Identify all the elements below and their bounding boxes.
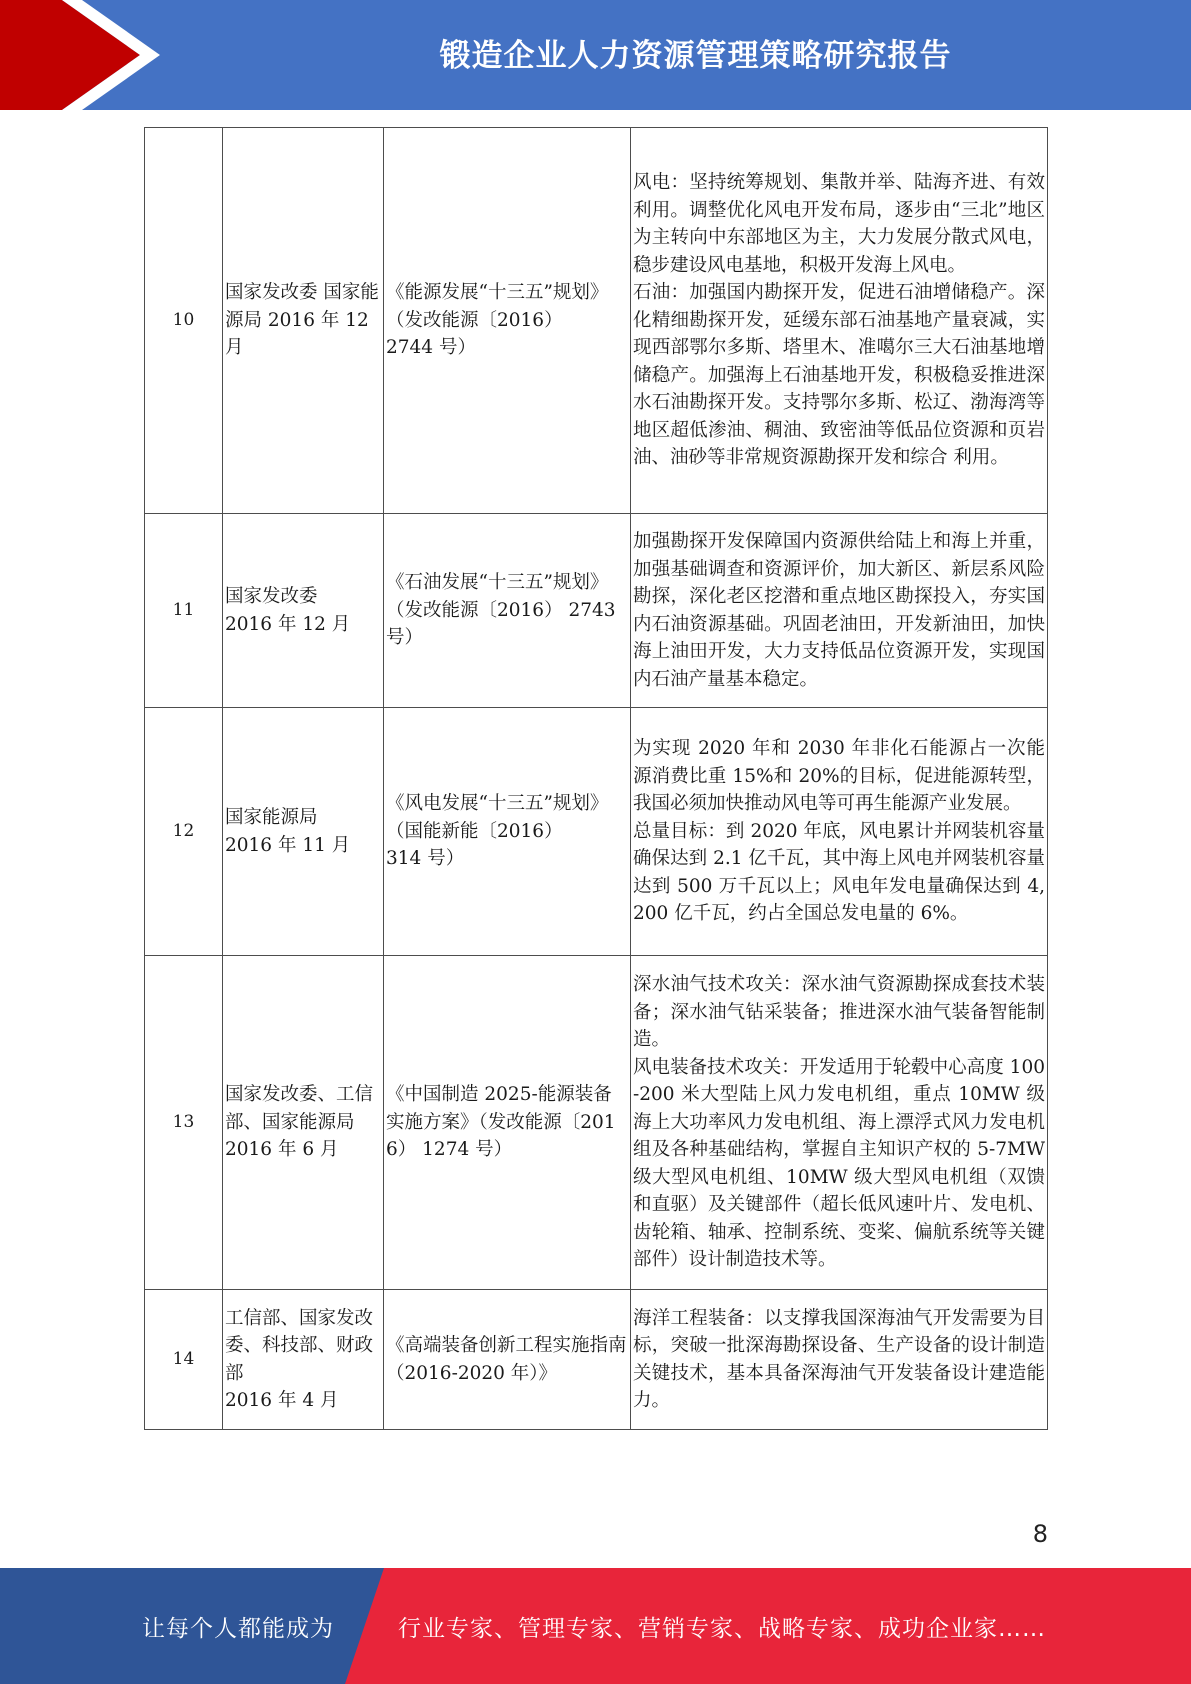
page-number: 8	[1032, 1520, 1048, 1548]
row-number: 14	[145, 1290, 223, 1430]
table-row	[145, 956, 1048, 1290]
footer-slogan-right: 行业专家、管理专家、营销专家、战略专家、成功企业家……	[398, 1616, 1046, 1642]
document-line: 314 号）	[386, 848, 465, 870]
content-paragraph: 为实现 2020 年和 2030 年非化石能源占一次能源消费比重 15%和 20%的目标，促进能源转型，我国必须加快推动风电等可再生能源产业发展。	[633, 738, 1045, 815]
content-paragraph: 风电装备技术攻关：开发适用于轮毂中心高度 100-200 米大型陆上风力发电机组，重点 10MW 级海上大功率风力发电机组、海上漂浮式风力发电机组及各种基础结构，掌握自主知识产权的 5-7MW 级大型风电机组、10MW 级大型风电机组（双馈和直驱）及关键部件（超长低风速叶片、发电机、齿轮箱、轴承、控制系统、变桨、偏航系统等关键部件）设计制造技术等。	[633, 1056, 1045, 1271]
content-paragraph: 风电：坚持统筹规划、集散并举、陆海齐进、有效利用。调整优化风电开发布局，逐步由“三北”地区为主转向中东部地区为主，大力发展分散式风电，稳步建设风电基地，积极开发海上风电。	[633, 172, 1045, 276]
issuer-line: 国家发改委、工信部、国家能源局	[225, 1084, 374, 1133]
document-line: 《风电发展“十三五”规划》（国能新能〔2016）	[386, 793, 609, 842]
issuer-line: 2016 年 6 月	[225, 1139, 339, 1161]
content-cell	[631, 956, 1048, 1290]
document-line: 《能源发展“十三五”规划》（发改能源〔2016）	[386, 282, 609, 331]
issuer-line: 2016 年 4 月	[225, 1390, 339, 1411]
row-number: 11	[145, 514, 223, 708]
document-cell	[384, 514, 631, 708]
issuer-cell	[223, 708, 384, 956]
table-row	[145, 1290, 1048, 1430]
content-paragraph: 深水油气技术攻关：深水油气资源勘探成套技术装备；深水油气钻采装备；推进深水油气装备智能制造。	[633, 974, 1045, 1051]
document-line: 《石油发展“十三五”规划》（发改能源〔2016） 2743 号）	[386, 572, 616, 649]
content-cell	[631, 1290, 1048, 1430]
document-line: 《高端装备创新工程实施指南（2016-2020 年）》	[386, 1335, 627, 1384]
issuer-cell	[223, 956, 384, 1290]
page-footer	[0, 1568, 1191, 1684]
content-cell	[631, 128, 1048, 514]
table-row	[145, 128, 1048, 514]
footer-slogan-left: 让每个人都能成为	[142, 1616, 334, 1642]
table-row	[145, 514, 1048, 708]
content-paragraph: 石油：加强国内勘探开发，促进石油增储稳产。深化精细勘探开发，延缓东部石油基地产量衰减，实现西部鄂尔多斯、塔里木、准噶尔三大石油基地增储稳产。加强海上石油基地开发，积极稳妥推进深水石油勘探开发。支持鄂尔多斯、松辽、渤海湾等地区超低渗油、稠油、致密油等低品位资源和页岩油、油砂等非常规资源勘探开发和综合 利用。	[633, 282, 1045, 469]
issuer-cell	[223, 1290, 384, 1430]
content-cell	[631, 708, 1048, 956]
page-header	[0, 0, 1191, 110]
content-cell	[631, 514, 1048, 708]
row-number: 10	[145, 128, 223, 514]
table-row	[145, 708, 1048, 956]
document-cell	[384, 128, 631, 514]
document-line: 2744 号）	[386, 337, 476, 359]
row-number: 12	[145, 708, 223, 956]
issuer-line: 工信部、国家发改委、科技部、财政部	[225, 1307, 374, 1384]
document-cell	[384, 708, 631, 956]
document-cell	[384, 956, 631, 1290]
issuer-cell	[223, 514, 384, 708]
document-cell	[384, 1290, 631, 1430]
issuer-line: 国家发改委	[225, 586, 318, 607]
issuer-cell	[223, 128, 384, 514]
content-paragraph: 总量目标：到 2020 年底，风电累计并网装机容量确保达到 2.1 亿千瓦，其中海上风电并网装机容量达到 500 万千瓦以上；风电年发电量确保达到 4,200 亿千瓦，约占全国总发电量的 6%。	[633, 820, 1045, 925]
header-arrow-decoration	[0, 0, 160, 110]
issuer-line: 国家能源局	[225, 807, 318, 828]
document-line: 《中国制造 2025-能源装备实施方案》（发改能源〔2016） 1274 号）	[386, 1084, 616, 1161]
row-number: 13	[145, 956, 223, 1290]
issuer-line: 2016 年 12 月	[225, 613, 351, 635]
policy-table-container	[144, 127, 1047, 1411]
report-title: 锻造企业人力资源管理策略研究报告	[439, 38, 952, 74]
issuer-line: 国家发改委 国家能源局 2016 年 12 月	[225, 282, 379, 359]
content-paragraph: 加强勘探开发保障国内资源供给陆上和海上并重，加强基础调查和资源评价，加大新区、新层系风险勘探，深化老区挖潜和重点地区勘探投入，夯实国内石油资源基础。巩固老油田，开发新油田，加快海上油田开发，大力支持低品位资源开发，实现国内石油产量基本稳定。	[633, 531, 1045, 690]
policy-table	[144, 127, 1048, 1430]
issuer-line: 2016 年 11 月	[225, 834, 351, 856]
content-paragraph: 海洋工程装备：以支撑我国深海油气开发需要为目标，突破一批深海勘探设备、生产设备的设计制造关键技术，基本具备深海油气开发装备设计建造能力。	[633, 1307, 1045, 1411]
